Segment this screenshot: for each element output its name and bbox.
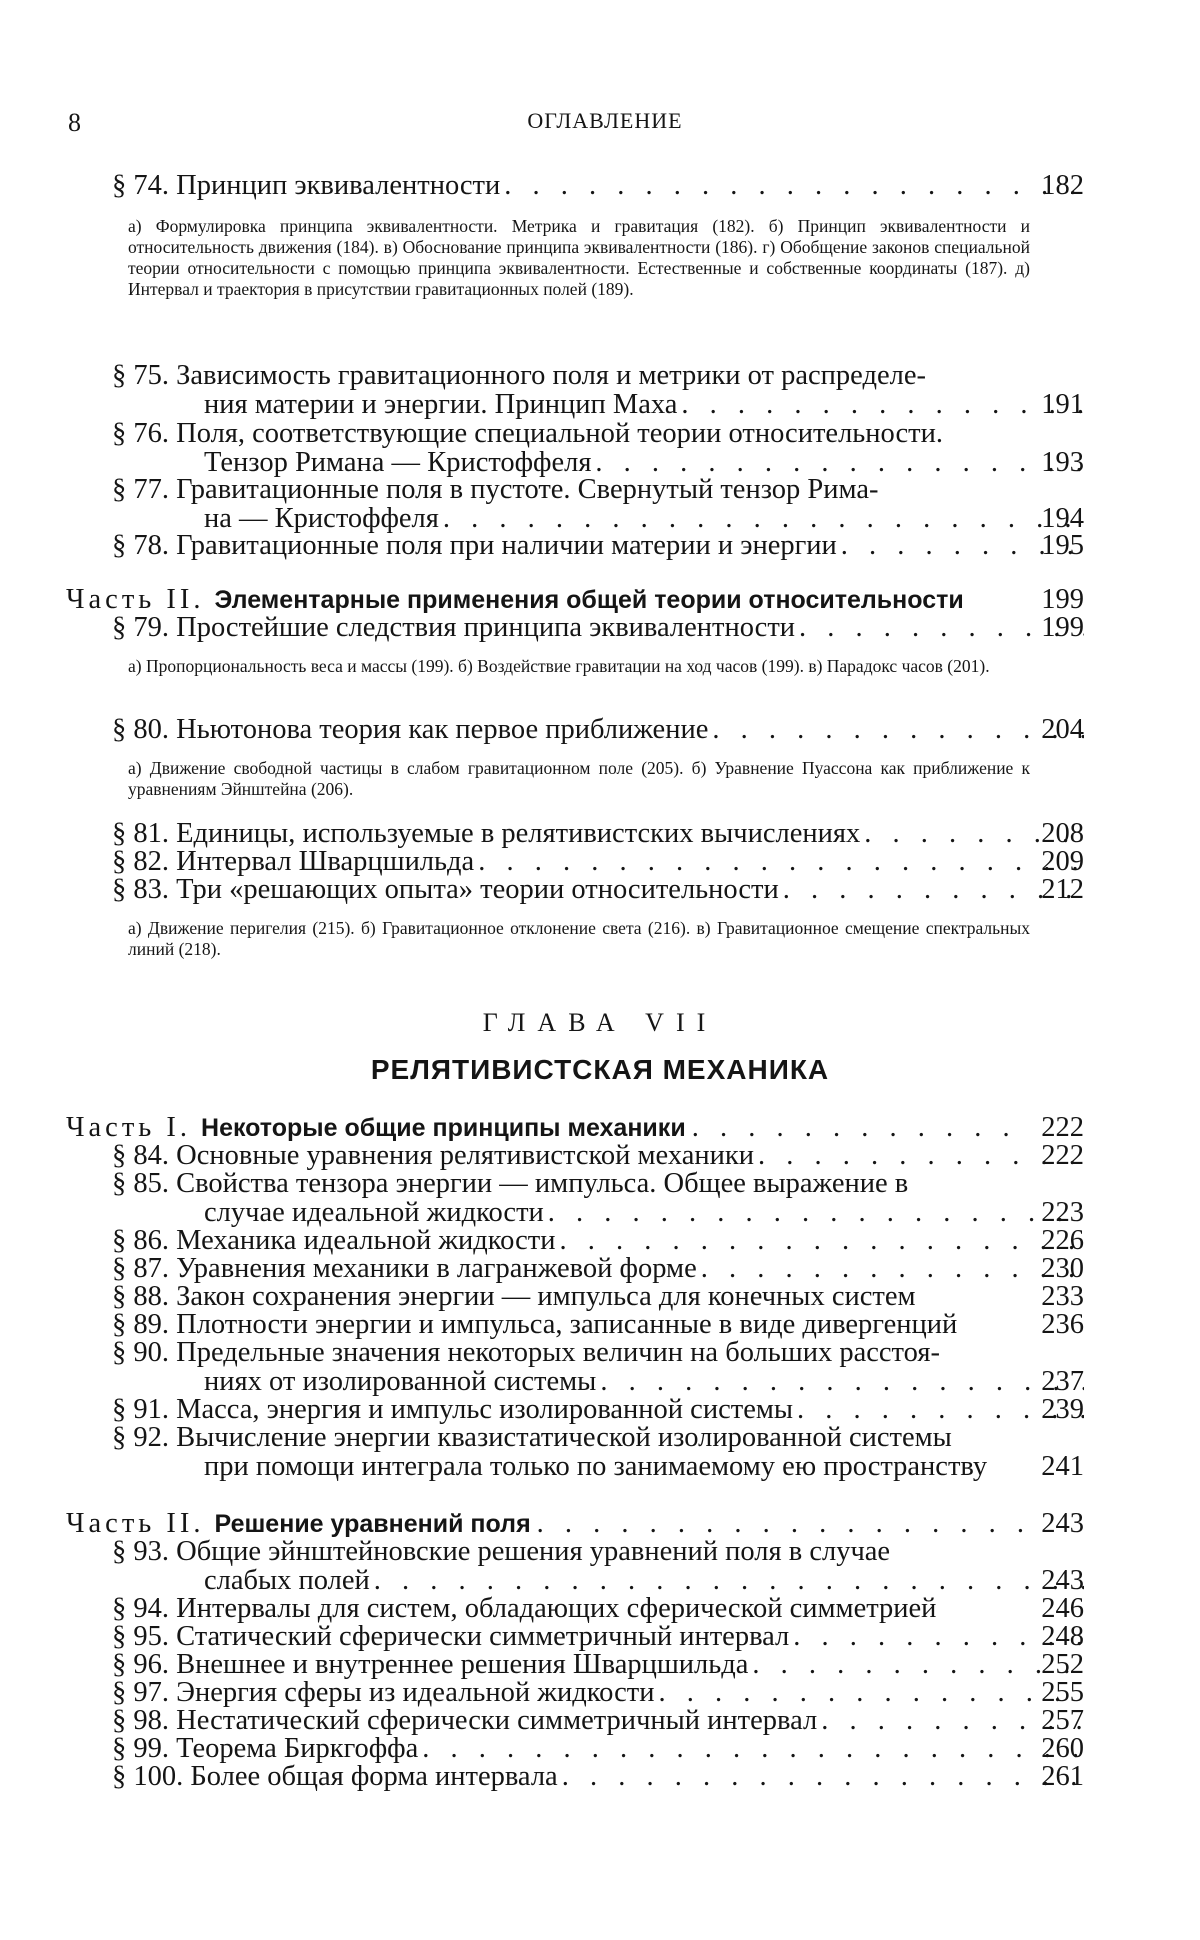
leader-dots <box>504 172 1084 201</box>
chapter-title: РЕЛЯТИВИСТСКАЯ МЕХАНИКА <box>370 1054 830 1085</box>
entry-title: Единицы, используемые в релятивистских вычислениях <box>176 818 861 849</box>
section-number: § 95. <box>112 1621 169 1652</box>
section-number: § 83. <box>112 874 169 905</box>
section-number: § 87. <box>112 1253 169 1284</box>
toc-entry-82 <box>112 848 1084 877</box>
entry-title-cont: на — Кристоффеля <box>204 502 439 534</box>
section-number: § 91. <box>112 1394 169 1425</box>
section-number: § 96. <box>112 1649 169 1680</box>
entry-title: Интервал Шварцшильда <box>176 846 475 877</box>
section-number: § 98. <box>112 1705 169 1736</box>
entry-title-cont: слабых полей <box>204 1564 370 1596</box>
entry-title-cont: ния материи и энергии. Принцип Маха <box>204 388 678 420</box>
toc-entry-99 <box>112 1735 1084 1764</box>
toc-entry-77 <box>112 476 1084 533</box>
toc-entry-81 <box>112 820 1084 849</box>
entry-title: Основные уравнения релятивистской механики <box>176 1140 754 1171</box>
page-ref: 260 <box>1041 1733 1084 1764</box>
entry-title: Механика идеальной жидкости <box>176 1225 556 1256</box>
subsection-list-74: а) Формулировка принципа эквивалентности. Метрика и гравитация (182). б) Принцип эквивалентности и относительность движения (184). в) Обоснование принципа эквивалентности (186). г) Обобщение законов специальной теории относительности с помощью принципа эквивалентности. Естественные и собственные координаты (187). д) Интервал и траектория в присутствии гравитационных полей (189). <box>128 216 1030 299</box>
entry-title: Свойства тензора энергии — импульса. Общее выражение в <box>176 1168 909 1199</box>
page-ref: 239 <box>1041 1394 1084 1425</box>
entry-title: Закон сохранения энергии — импульса для конечных систем <box>176 1281 916 1312</box>
toc-entry-86 <box>112 1227 1084 1256</box>
leader-dots <box>443 502 1084 534</box>
page-ref: 236 <box>1041 1309 1084 1340</box>
entry-title: Плотности энергии и импульса, записанные в виде дивергенций <box>176 1309 958 1340</box>
toc-entry-92 <box>112 1424 1084 1481</box>
leader-dots <box>560 1227 1085 1256</box>
entry-title: Принцип эквивалентности <box>176 170 501 201</box>
entry-title-cont: Тензор Римана — Кристоффеля <box>204 446 592 478</box>
toc-entry-79 <box>112 614 1084 643</box>
page-ref: 233 <box>1041 1281 1084 1312</box>
entry-title: Три «решающих опыта» теории относительности <box>176 874 779 905</box>
entry-title: Нестатический сферически симметричный интервал <box>176 1705 818 1736</box>
entry-title: Зависимость гравитационного поля и метрики от распределе- <box>176 360 926 391</box>
toc-entry-91 <box>112 1396 1084 1425</box>
page-ref: 246 <box>1041 1593 1084 1624</box>
section-number: § 74. <box>112 170 169 201</box>
toc-entry-75 <box>112 362 1084 419</box>
page-ref: 208 <box>1041 818 1084 849</box>
leader-dots <box>562 1763 1084 1792</box>
entry-title: Уравнения механики в лагранжевой форме <box>176 1253 697 1284</box>
chapter-label: ГЛАВА VII <box>482 1008 718 1037</box>
leader-dots <box>595 446 1084 478</box>
toc-entry-88 <box>112 1283 1084 1312</box>
part-title: Решение уравнений поля <box>214 1510 531 1538</box>
leader-dots <box>658 1679 1084 1708</box>
page-ref: 243 <box>1041 1564 1084 1596</box>
page-ref: 195 <box>1041 530 1084 561</box>
entry-title: Более общая форма интервала <box>190 1761 558 1792</box>
toc-entry-80 <box>112 716 1084 745</box>
section-number: § 81. <box>112 818 169 849</box>
entry-title-cont: при помощи интеграла только по занимаемому ею пространству <box>204 1450 988 1482</box>
page-ref: 199 <box>1041 584 1084 615</box>
toc-entry-98 <box>112 1707 1084 1736</box>
subsection-list-80: а) Движение свободной частицы в слабом гравитационном поле (205). б) Уравнение Пуассона как приближение к уравнениям Эйнштейна (206). <box>128 758 1030 799</box>
section-number: § 94. <box>112 1593 169 1624</box>
section-number: § 79. <box>112 612 169 643</box>
leader-dots <box>478 848 1084 877</box>
entry-title: Внешнее и внутреннее решения Шварцшильда <box>176 1649 749 1680</box>
part-title: Элементарные применения общей теории относительности <box>214 586 964 614</box>
section-number: § 84. <box>112 1140 169 1171</box>
toc-entry-100 <box>112 1763 1084 1792</box>
page-ref: 243 <box>1041 1508 1084 1539</box>
page-ref: 204 <box>1041 714 1084 745</box>
toc-entry-95 <box>112 1623 1084 1652</box>
page-ref: 252 <box>1041 1649 1084 1680</box>
entry-title: Простейшие следствия принципа эквивалентности <box>176 612 796 643</box>
leader-dots <box>548 1196 1084 1228</box>
toc-entry-84 <box>112 1142 1084 1171</box>
section-number: § 93. <box>112 1536 169 1567</box>
part-label: Часть II. <box>66 584 205 615</box>
entry-title: Гравитационные поля в пустоте. Свернутый тензор Рима- <box>176 474 879 505</box>
page-ref: 199 <box>1041 612 1084 643</box>
section-number: § 78. <box>112 530 169 561</box>
part-label: Часть I. <box>66 1112 192 1143</box>
part-heading-1 <box>66 1114 1084 1143</box>
entry-title: Поля, соответствующие специальной теории относительности. <box>176 418 943 449</box>
part-title: Некоторые общие принципы механики <box>201 1114 686 1142</box>
page-ref: 237 <box>1041 1365 1084 1397</box>
page-ref: 241 <box>1041 1450 1084 1482</box>
page-ref: 191 <box>1041 388 1084 420</box>
leader-dots <box>701 1255 1084 1284</box>
entry-title: Предельные значения некоторых величин на больших расстоя- <box>176 1337 940 1368</box>
toc-entry-83 <box>112 876 1084 905</box>
toc-entry-85 <box>112 1170 1084 1227</box>
section-number: § 99. <box>112 1733 169 1764</box>
entry-title: Теорема Биркгоффа <box>176 1733 419 1764</box>
entry-title: Вычисление энергии квазистатической изолированной системы <box>176 1422 952 1453</box>
subsection-list-83: а) Движение перигелия (215). б) Гравитационное отклонение света (216). в) Гравитационное смещение спектральных линий (218). <box>128 918 1030 959</box>
entry-title: Энергия сферы из идеальной жидкости <box>176 1677 655 1708</box>
entry-title-cont: случае идеальной жидкости <box>204 1196 544 1228</box>
page-ref: 212 <box>1041 874 1084 905</box>
section-number: § 92. <box>112 1422 169 1453</box>
toc-entry-93 <box>112 1538 1084 1595</box>
leader-dots <box>422 1735 1084 1764</box>
toc-entry-94 <box>112 1595 1084 1624</box>
page-ref: 209 <box>1041 846 1084 877</box>
toc-entry-96 <box>112 1651 1084 1680</box>
entry-title: Ньютонова теория как первое приближение <box>176 714 709 745</box>
part-label: Часть II. <box>66 1508 205 1539</box>
toc-entry-76 <box>112 420 1084 477</box>
toc-entry-74 <box>112 172 1084 201</box>
leader-dots <box>600 1365 1084 1397</box>
page-ref: 194 <box>1041 502 1084 534</box>
page-ref: 248 <box>1041 1621 1084 1652</box>
page-number: 8 <box>68 108 81 137</box>
section-number: § 86. <box>112 1225 169 1256</box>
section-number: § 88. <box>112 1281 169 1312</box>
toc-entry-78 <box>112 532 1084 561</box>
section-number: § 89. <box>112 1309 169 1340</box>
section-number: § 85. <box>112 1168 169 1199</box>
entry-title: Гравитационные поля при наличии материи и энергии <box>176 530 837 561</box>
toc-entry-89 <box>112 1311 1084 1340</box>
section-number: § 76. <box>112 418 169 449</box>
entry-title-cont: ниях от изолированной системы <box>204 1365 597 1397</box>
section-number: § 82. <box>112 846 169 877</box>
part-heading-2b <box>66 1510 1084 1539</box>
page-ref: 226 <box>1041 1225 1084 1256</box>
toc-entry-97 <box>112 1679 1084 1708</box>
section-number: § 75. <box>112 360 169 391</box>
toc-entry-87 <box>112 1255 1084 1284</box>
page-ref: 182 <box>1041 170 1084 201</box>
leader-dots <box>537 1510 1028 1539</box>
page-ref: 257 <box>1041 1705 1084 1736</box>
page-ref: 261 <box>1041 1761 1084 1792</box>
leader-dots <box>681 388 1084 420</box>
entry-title: Масса, энергия и импульс изолированной системы <box>176 1394 794 1425</box>
page-ref: 223 <box>1041 1196 1084 1228</box>
section-number: § 90. <box>112 1337 169 1368</box>
entry-title: Интервалы для систем, обладающих сферической симметрией <box>176 1593 937 1624</box>
page-ref: 222 <box>1041 1140 1084 1171</box>
subsection-list-79: а) Пропорциональность веса и массы (199). б) Воздействие гравитации на ход часов (199). в) Парадокс часов (201). <box>128 656 990 676</box>
part-heading-2 <box>66 586 1084 615</box>
page-ref: 255 <box>1041 1677 1084 1708</box>
leader-dots <box>374 1564 1084 1596</box>
section-number: § 80. <box>112 714 169 745</box>
entry-title: Статический сферически симметричный интервал <box>176 1621 790 1652</box>
section-number: § 77. <box>112 474 169 505</box>
page-ref: 193 <box>1041 446 1084 478</box>
running-header: ОГЛАВЛЕНИЕ <box>527 108 683 133</box>
section-number: § 100. <box>112 1761 184 1792</box>
leader-dots <box>692 1114 1028 1143</box>
toc-entry-90 <box>112 1339 1084 1396</box>
entry-title: Общие эйнштейновские решения уравнений поля в случае <box>176 1536 891 1567</box>
page-ref: 222 <box>1041 1112 1084 1143</box>
section-number: § 97. <box>112 1677 169 1708</box>
page-ref: 230 <box>1041 1253 1084 1284</box>
